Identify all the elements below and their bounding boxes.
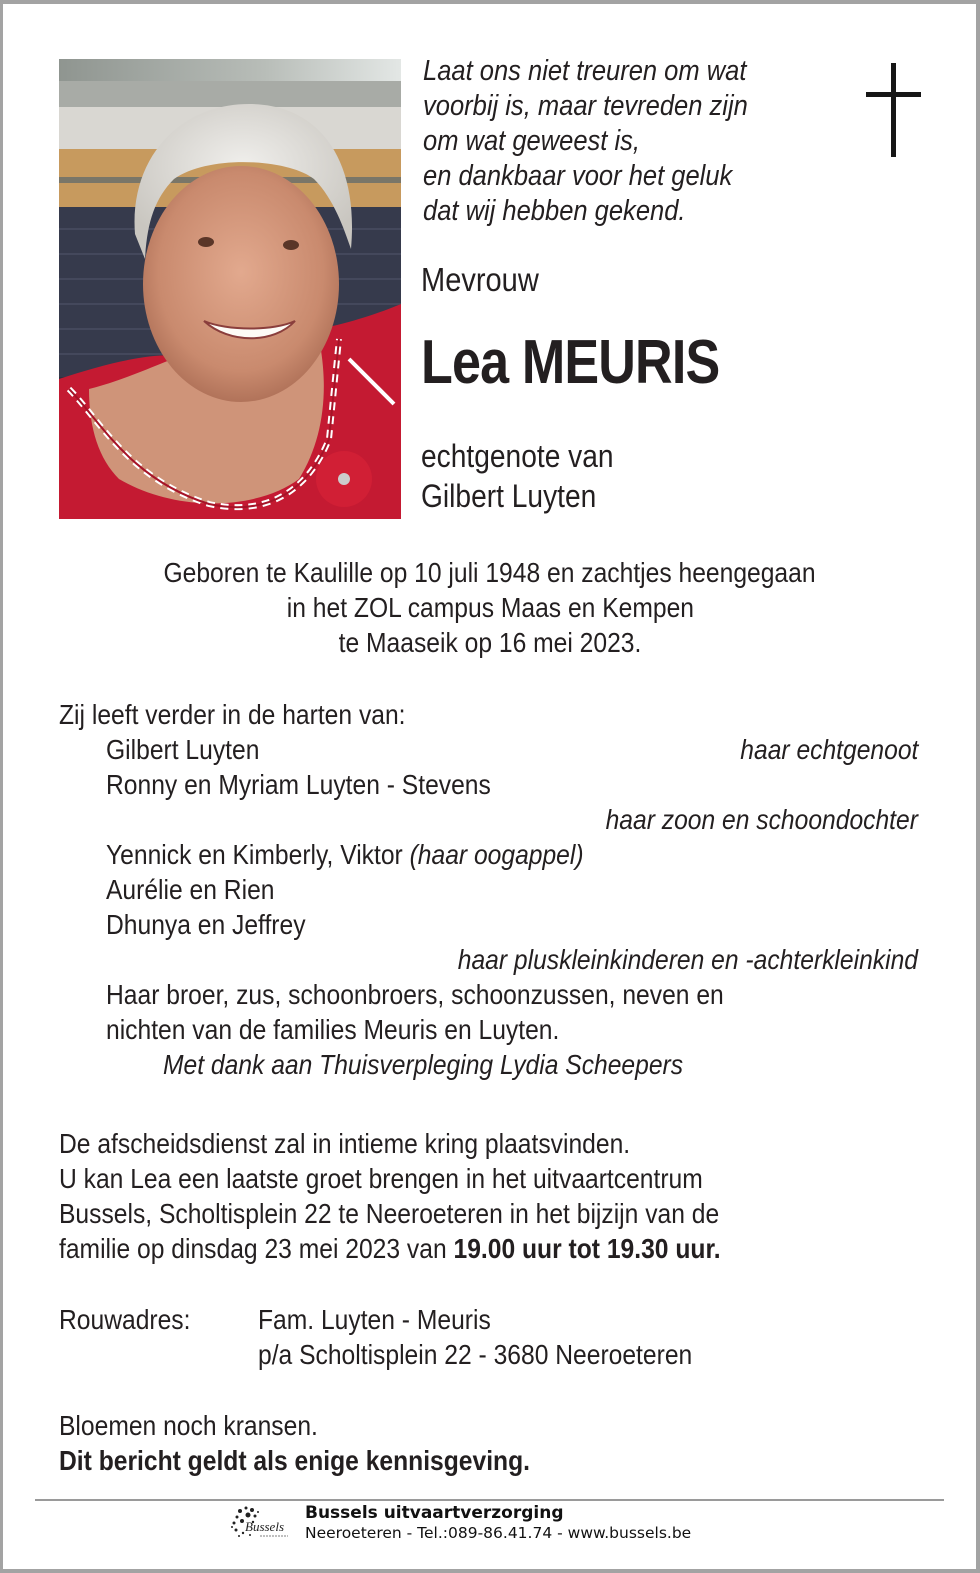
address-line: Fam. Luyten - Meuris — [258, 1304, 491, 1335]
spouse-info — [421, 436, 640, 516]
family-member: Gilbert Luyten — [106, 734, 260, 765]
family-relation: haar pluskleinkinderen en -achterkleinkind — [457, 944, 918, 975]
family-member: Haar broer, zus, schoonbroers, schoonzussen, neven en — [106, 979, 724, 1010]
quote-line: dat wij hebben gekend. — [423, 195, 686, 227]
family-member: nichten van de families Meuris en Luyten. — [106, 1014, 560, 1045]
birth-death-line: in het ZOL campus Maas en Kempen — [286, 592, 694, 623]
address-line: p/a Scholtisplein 22 - 3680 Neeroeteren — [258, 1339, 693, 1370]
bussels-logo-icon — [228, 1503, 296, 1541]
footer-divider — [35, 1499, 944, 1501]
quote-line: en dankbaar voor het geluk — [423, 160, 733, 192]
flowers-note: Bloemen noch kransen. — [59, 1410, 318, 1441]
birth-death-line: te Maaseik op 16 mei 2023. — [338, 627, 642, 658]
family-intro: Zij leeft verder in de harten van: — [59, 699, 406, 730]
spouse-name: Gilbert Luyten — [421, 478, 597, 514]
service-info — [59, 1126, 811, 1266]
funeral-company-contact: Neeroeteren - Tel.:089-86.41.74 - www.bussels.be — [305, 1524, 692, 1542]
quote-line: om wat geweest is, — [423, 125, 641, 157]
relation-label: echtgenote van — [421, 438, 614, 474]
visiting-hours: 19.00 uur tot 19.30 uur. — [453, 1233, 721, 1264]
thanks-note: Met dank aan Thuisverpleging Lydia Scheepers — [163, 1049, 684, 1080]
rouwadres-value — [258, 1302, 751, 1372]
quote-line: voorbij is, maar tevreden zijn — [423, 90, 748, 122]
quote-line: Laat ons niet treuren om wat — [423, 55, 747, 87]
family-note: (haar oogappel) — [409, 839, 584, 870]
family-member: Aurélie en Rien — [106, 874, 275, 905]
service-line: De afscheidsdienst zal in intieme kring plaatsvinden. — [59, 1128, 631, 1159]
deceased-name: Lea MEURIS — [421, 328, 720, 397]
notice-note: Dit bericht geldt als enige kennisgeving. — [59, 1445, 531, 1476]
portrait-photo — [59, 59, 401, 519]
service-line: U kan Lea een laatste groet brengen in het uitvaartcentrum — [59, 1163, 703, 1194]
birth-death-info — [0, 555, 980, 660]
funeral-company-name: Bussels uitvaartverzorging — [305, 1503, 564, 1523]
family-relation: haar zoon en schoondochter — [605, 804, 918, 835]
service-line: Bussels, Scholtisplein 22 te Neeroeteren in het bijzijn van de — [59, 1198, 720, 1229]
service-line: familie op dinsdag 23 mei 2023 van — [59, 1233, 454, 1264]
salutation: Mevrouw — [421, 261, 539, 298]
birth-death-line: Geboren te Kaulille op 10 juli 1948 en zachtjes heengegaan — [163, 557, 817, 588]
family-member: Ronny en Myriam Luyten - Stevens — [106, 769, 491, 800]
closing-notes — [59, 1408, 594, 1478]
family-member: Dhunya en Jeffrey — [106, 909, 306, 940]
family-relation: haar echtgenoot — [739, 734, 918, 765]
rouwadres-label: Rouwadres: — [59, 1304, 191, 1335]
family-member: Yennick en Kimberly, Viktor (haar oogappel) — [106, 839, 584, 870]
memorial-quote — [423, 54, 792, 229]
svg-text:Bussels: Bussels — [245, 1519, 284, 1534]
